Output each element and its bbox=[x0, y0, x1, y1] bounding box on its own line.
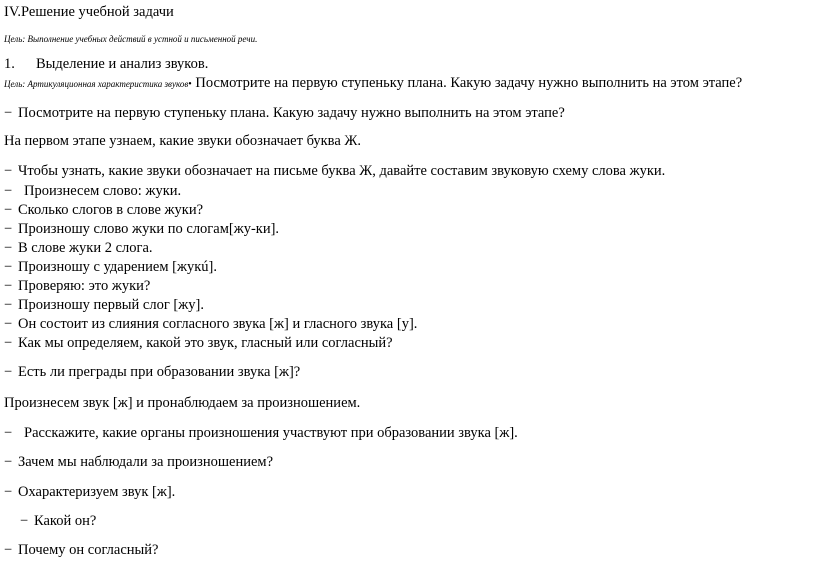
dash-icon: − bbox=[4, 425, 13, 441]
list-item: − Чтобы узнать, какие звуки обозначает на письме буква Ж, давайте составим звуковую схему слова жуки. bbox=[4, 163, 666, 179]
dash-icon: − bbox=[4, 316, 13, 332]
list-item: − В слове жуки 2 слога. bbox=[4, 240, 153, 256]
list-item: − Посмотрите на первую ступеньку плана. Какую задачу нужно выполнить на этом этапе? bbox=[4, 105, 565, 121]
list-item: − Зачем мы наблюдали за произношением? bbox=[4, 454, 274, 470]
dash-icon: − bbox=[4, 542, 13, 558]
goal-line-2 bbox=[4, 75, 742, 93]
dash-icon: − bbox=[4, 335, 13, 351]
goal-text-2: Цель: Артикуляционная характеристика звуков bbox=[4, 79, 189, 89]
list-item: − Расскажите, какие органы произношения участвуют при образовании звука [ж]. bbox=[4, 425, 518, 441]
dash-icon: − bbox=[4, 183, 13, 199]
dash-icon: − bbox=[4, 259, 13, 275]
list-item: − Как мы определяем, какой это звук, гласный или согласный? bbox=[4, 335, 393, 351]
dash-icon: − bbox=[4, 278, 13, 294]
goal-tail-text: Посмотрите на первую ступеньку плана. Какую задачу нужно выполнить на этом этапе? bbox=[195, 75, 743, 91]
dash-icon: − bbox=[4, 221, 13, 237]
dash-icon: − bbox=[4, 484, 13, 500]
section-title: Выделение и анализ звуков. bbox=[36, 56, 209, 72]
dash-icon: − bbox=[4, 240, 13, 256]
dash-icon: − bbox=[4, 364, 13, 380]
dash-icon: − bbox=[20, 513, 29, 529]
list-item: − Сколько слогов в слове жуки? bbox=[4, 202, 204, 218]
section-number: 1. bbox=[4, 56, 15, 72]
bullet-icon: • bbox=[188, 79, 192, 90]
section-heading bbox=[4, 56, 208, 73]
list-item: − Почему он согласный? bbox=[4, 542, 159, 558]
dash-icon: − bbox=[4, 454, 13, 470]
dash-icon: − bbox=[4, 297, 13, 313]
list-item: − Произношу с ударением [жукú]. bbox=[4, 259, 218, 275]
list-item: − Произношу первый слог [жу]. bbox=[4, 297, 204, 313]
paragraph: На первом этапе узнаем, какие звуки обозначает буква Ж. bbox=[4, 133, 362, 149]
list-item: − Охарактеризуем звук [ж]. bbox=[4, 484, 176, 500]
dash-icon: − bbox=[4, 163, 13, 179]
list-item: − Произношу слово жуки по слогам[жу-ки]. bbox=[4, 221, 280, 237]
list-item: − Какой он? bbox=[20, 513, 97, 529]
page-title: IV.Решение учебной задачи bbox=[4, 4, 174, 20]
list-item: − Произнесем слово: жуки. bbox=[4, 183, 182, 199]
dash-icon: − bbox=[4, 202, 13, 218]
list-item: − Есть ли преграды при образовании звука [ж]? bbox=[4, 364, 301, 380]
list-item: − Проверяю: это жуки? bbox=[4, 278, 151, 294]
paragraph: Произнесем звук [ж] и пронаблюдаем за произношением. bbox=[4, 395, 361, 411]
goal-text-1: Цель: Выполнение учебных действий в устной и письменной речи. bbox=[4, 34, 258, 44]
dash-icon: − bbox=[4, 105, 13, 121]
list-item: − Он состоит из слияния согласного звука [ж] и гласного звука [у]. bbox=[4, 316, 418, 332]
